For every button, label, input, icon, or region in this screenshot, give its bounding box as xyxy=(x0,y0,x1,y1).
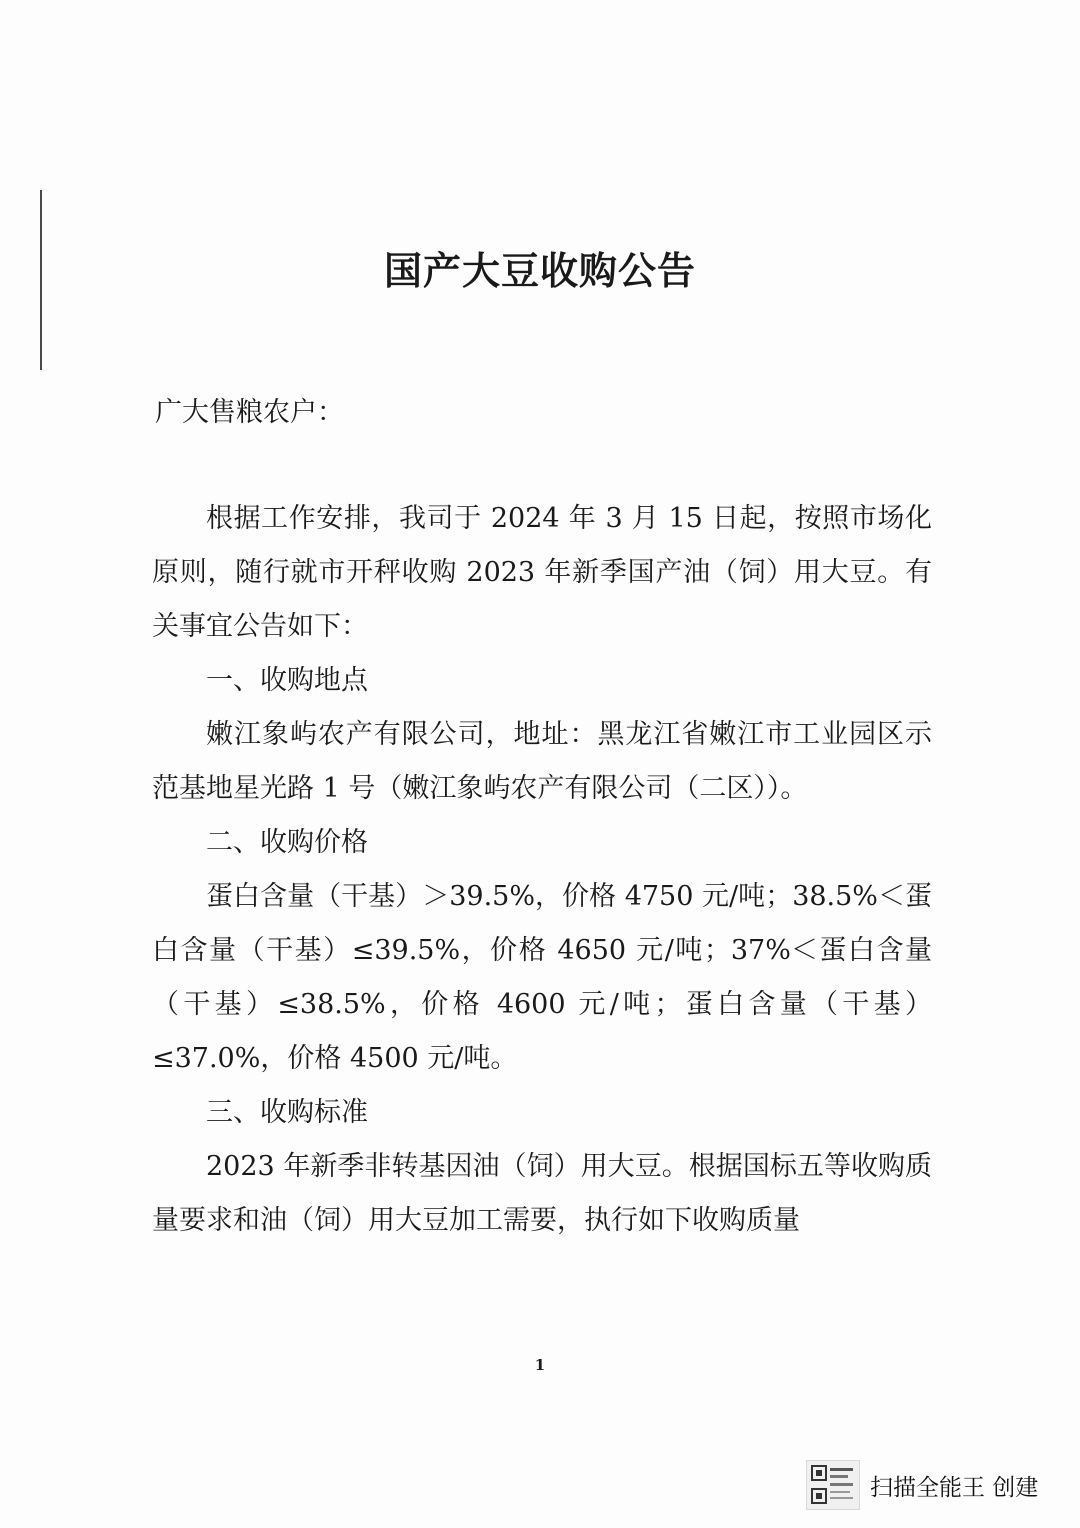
intro-paragraph: 根据工作安排，我司于 2024 年 3 月 15 日起，按照市场化原则，随行就市开秤收购 2023 年新季国产油（饲）用大豆。有关事宜公告如下： xyxy=(152,503,932,642)
location-paragraph: 嫩江象屿农产有限公司，地址：黑龙江省嫩江市工业园区示范基地星光路 1 号（嫩江象屿农产有限公司（二区））。 xyxy=(152,719,932,804)
section-heading-price: 二、收购价格 xyxy=(206,827,368,858)
salutation: 广大售粮农户： xyxy=(155,397,344,428)
watermark-text: 扫描全能王 创建 xyxy=(870,1474,1039,1501)
scanner-watermark xyxy=(806,1460,1038,1510)
camscanner-qr-logo-icon xyxy=(806,1460,860,1510)
price-paragraph: 蛋白含量（干基）＞39.5%，价格 4750 元/吨；38.5%＜蛋白含量（干基）≤39.5%，价格 4650 元/吨；37%＜蛋白含量（干基）≤38.5%，价格 4600 元/吨；蛋白含量（干基）≤37.0%，价格 4500 元/吨。 xyxy=(152,881,932,1074)
page-number: 1 xyxy=(534,1356,546,1374)
document-body xyxy=(152,492,932,1248)
section-heading-standard: 三、收购标准 xyxy=(206,1097,368,1128)
document-title: 国产大豆收购公告 xyxy=(383,248,696,293)
standard-paragraph: 2023 年新季非转基因油（饲）用大豆。根据国标五等收购质量要求和油（饲）用大豆加工需要，执行如下收购质量 xyxy=(152,1151,932,1236)
section-heading-location: 一、收购地点 xyxy=(206,665,368,696)
